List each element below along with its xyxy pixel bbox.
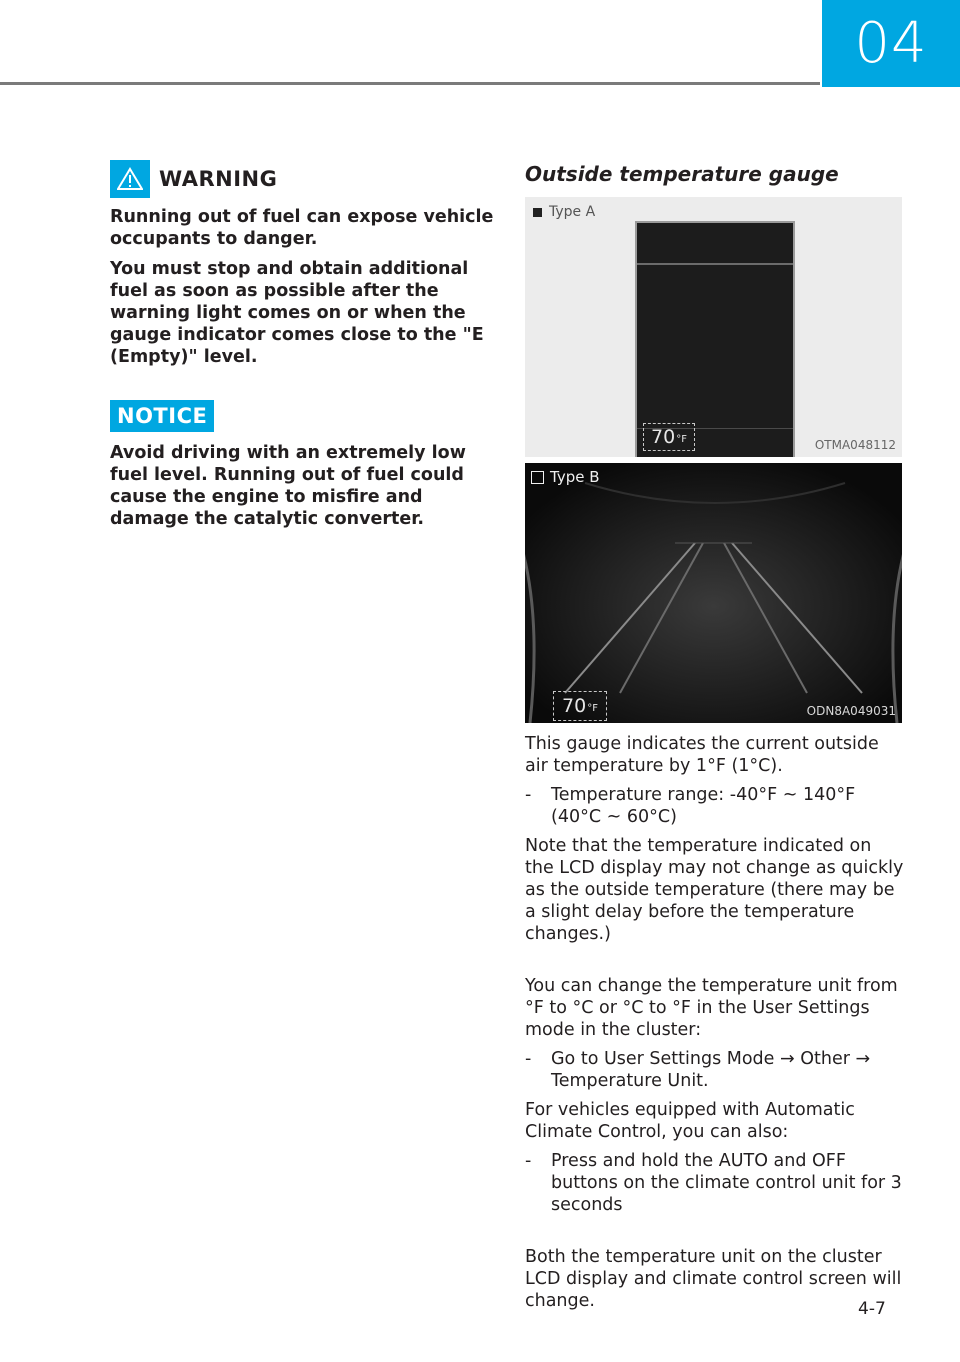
temperature-readout-b [553, 691, 607, 721]
temp-unit: °F [676, 433, 687, 445]
dash: - [525, 1151, 532, 1171]
temp-value: 70 [562, 695, 587, 717]
unit-change-result: Both the temperature unit on the cluster LCD display and climate control screen will change. [525, 1247, 902, 1311]
notice-text: Avoid driving with an extremely low fuel level. Running out of fuel could cause the engine to misfire and damage the catalytic converter. [110, 443, 466, 529]
left-column [110, 160, 495, 530]
header-rule [0, 82, 820, 85]
auto-off-item [525, 1150, 905, 1216]
temperature-range-item [525, 784, 905, 828]
warning-paragraph-1: Running out of fuel can expose vehicle occupants to danger. [110, 207, 494, 249]
cluster-illustration [525, 463, 902, 723]
temperature-range-text: Temperature range: -40°F ~ 140°F (40°C ~ 60°C) [551, 785, 856, 827]
figure-label-b-text: Type B [550, 468, 600, 486]
figure-code-a: OTMA048112 [814, 438, 896, 452]
figure-label-b [531, 468, 600, 486]
temperature-readout-a [643, 423, 695, 451]
delay-note: Note that the temperature indicated on the LCD display may not change as quickly as the outside temperature (there may be a slight delay before the temperature changes.) [525, 836, 904, 944]
gauge-description: This gauge indicates the current outside air temperature by 1°F (1°C). [525, 734, 879, 776]
dash: - [525, 1049, 532, 1069]
right-column [525, 158, 905, 1312]
temp-value: 70 [651, 426, 676, 448]
auto-off-text: Press and hold the AUTO and OFF buttons on the climate control unit for 3 seconds [551, 1151, 902, 1215]
figure-code-b: ODN8A049031 [806, 704, 896, 718]
climate-control-intro: For vehicles equipped with Automatic Climate Control, you can also: [525, 1100, 855, 1142]
warning-title: WARNING [159, 167, 278, 191]
figure-label-a [533, 204, 595, 220]
figure-label-a-text: Type A [549, 204, 596, 220]
user-settings-text: Go to User Settings Mode → Other → Temperature Unit. [551, 1049, 871, 1091]
lcd-divider [637, 263, 793, 265]
figure-type-a [525, 197, 902, 457]
unit-change-intro: You can change the temperature unit from °F to °C or °C to °F in the User Settings mode in the cluster: [525, 976, 898, 1040]
user-settings-item [525, 1048, 905, 1092]
white-square-icon [531, 471, 544, 484]
warning-header [110, 160, 495, 198]
figure-type-b [525, 463, 902, 723]
lcd-display-a [635, 221, 795, 457]
temp-unit: °F [587, 702, 598, 714]
warning-paragraph-2: You must stop and obtain additional fuel as soon as possible after the warning light comes on or when the gauge indicator comes close to the "E (Empty)" level. [110, 259, 484, 367]
chapter-tab: 04 [822, 0, 960, 87]
black-square-icon [533, 208, 542, 217]
dash: - [525, 785, 532, 805]
page-number: 4-7 [858, 1299, 886, 1319]
warning-triangle-icon [110, 160, 150, 198]
notice-title: NOTICE [110, 400, 214, 432]
section-title: Outside temperature gauge [525, 162, 839, 186]
